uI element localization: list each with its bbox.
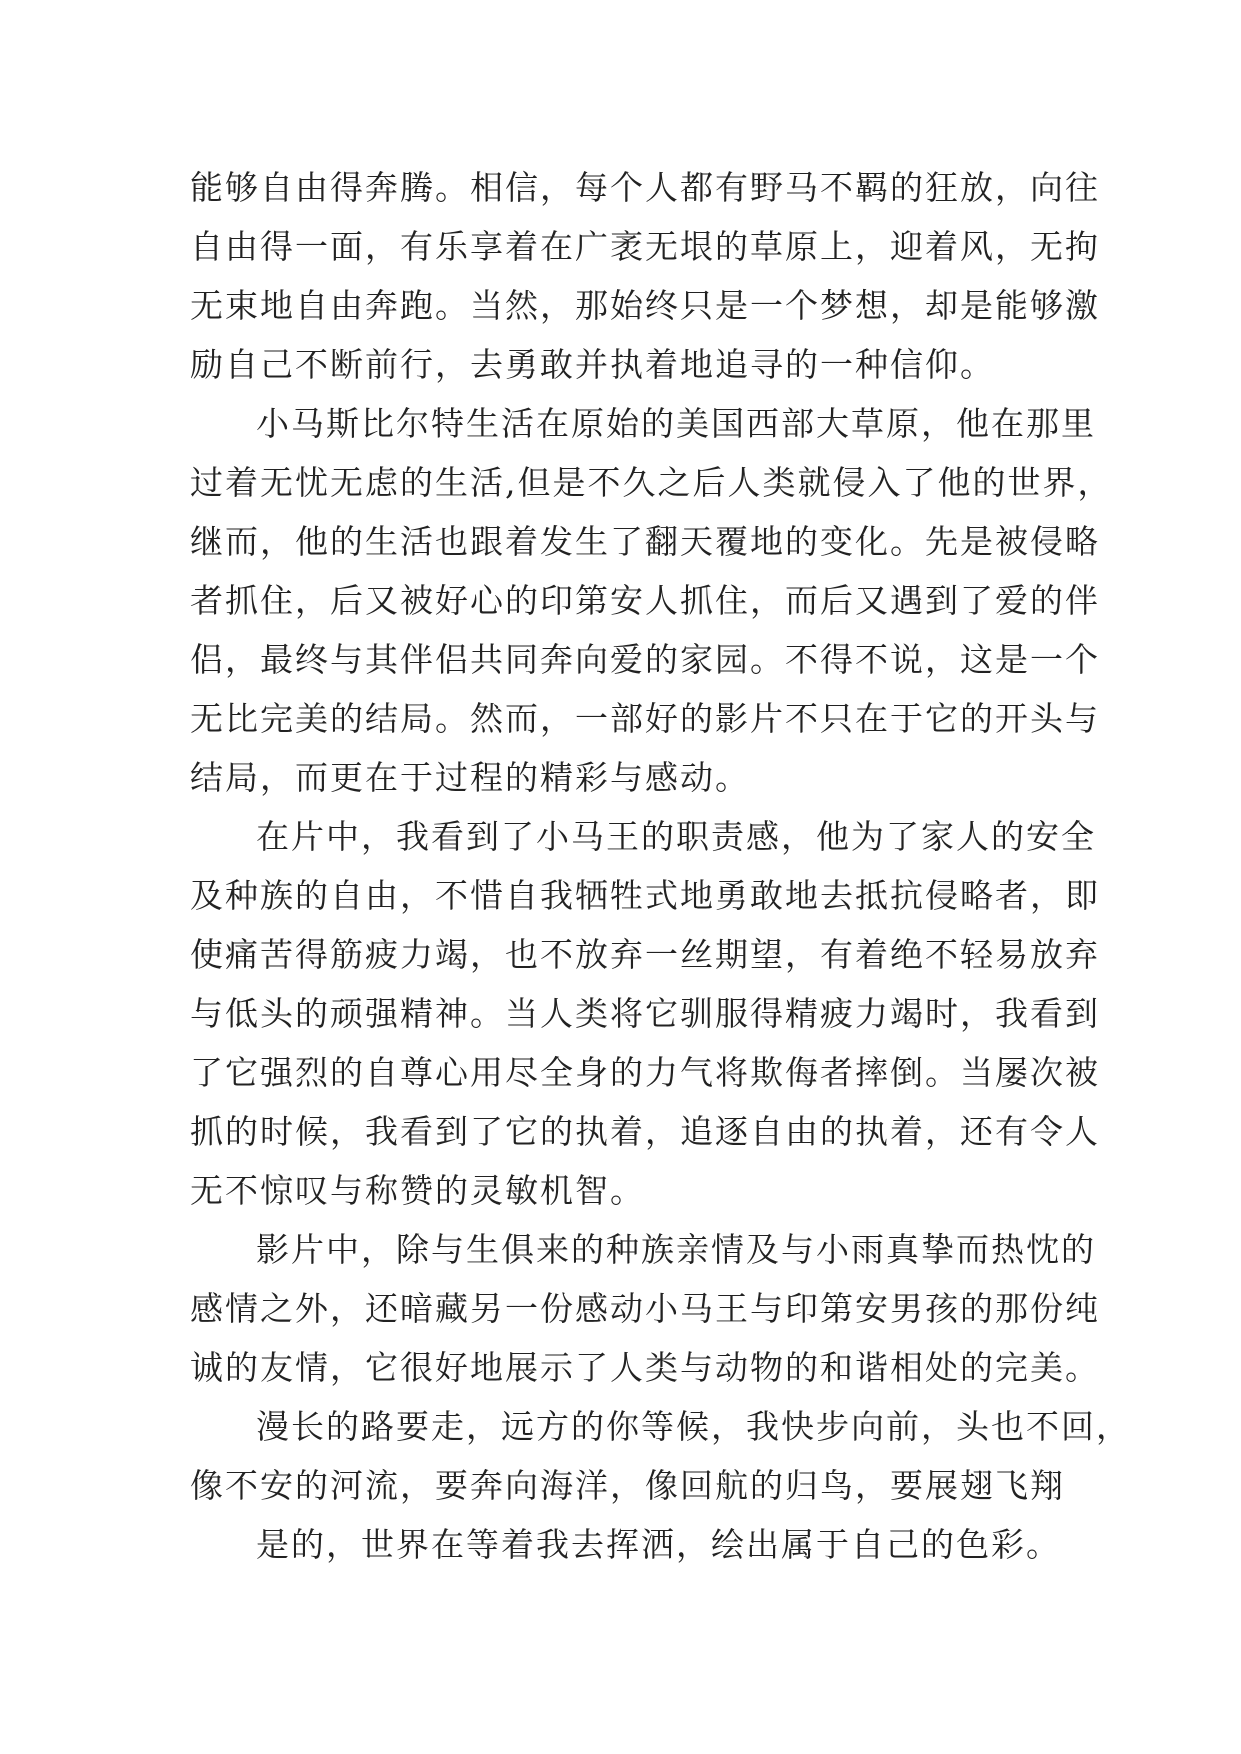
text-line: 能够自由得奔腾。相信，每个人都有野马不羁的狂放，向往: [190, 168, 1100, 207]
text-line: 影片中，除与生俱来的种族亲情及与小雨真挚而热忱的: [256, 1230, 1096, 1269]
text-line: 抓的时候，我看到了它的执着，追逐自由的执着，还有令人: [190, 1112, 1100, 1151]
text-line: 了它强烈的自尊心用尽全身的力气将欺侮者摔倒。当屡次被: [190, 1053, 1100, 1092]
text-line: 励自己不断前行，去勇敢并执着地追寻的一种信仰。: [190, 345, 995, 384]
document-body: [190, 158, 1131, 1574]
text-line: 漫长的路要走，远方的你等候，我快步向前，头也不回，: [256, 1407, 1131, 1446]
text-line: 像不安的河流，要奔向海洋，像回航的归鸟，要展翅飞翔: [190, 1466, 1065, 1505]
text-line: 无比完美的结局。然而，一部好的影片不只在于它的开头与: [190, 699, 1100, 738]
text-line: 自由得一面，有乐享着在广袤无垠的草原上，迎着风，无拘: [190, 227, 1100, 266]
text-line: 是的，世界在等着我去挥洒，绘出属于自己的色彩。: [256, 1525, 1061, 1564]
text-line: 结局，而更在于过程的精彩与感动。: [190, 758, 750, 797]
text-line: 无束地自由奔跑。当然，那始终只是一个梦想，却是能够激: [190, 286, 1100, 325]
text-line: 使痛苦得筋疲力竭，也不放弃一丝期望，有着绝不轻易放弃: [190, 935, 1100, 974]
text-line: 诚的友情，它很好地展示了人类与动物的和谐相处的完美。: [190, 1348, 1100, 1387]
text-line: 及种族的自由，不惜自我牺牲式地勇敢地去抵抗侵略者，即: [190, 876, 1100, 915]
text-line: 侣，最终与其伴侣共同奔向爱的家园。不得不说，这是一个: [190, 640, 1100, 679]
text-line: 感情之外，还暗藏另一份感动小马王与印第安男孩的那份纯: [190, 1289, 1100, 1328]
text-line: 在片中，我看到了小马王的职责感，他为了家人的安全: [256, 817, 1096, 856]
text-line: 过着无忧无虑的生活,但是不久之后人类就侵入了他的世界，: [190, 463, 1113, 502]
text-line: 与低头的顽强精神。当人类将它驯服得精疲力竭时，我看到: [190, 994, 1100, 1033]
text-line: 继而，他的生活也跟着发生了翻天覆地的变化。先是被侵略: [190, 522, 1100, 561]
text-line: 者抓住，后又被好心的印第安人抓住，而后又遇到了爱的伴: [190, 581, 1100, 620]
text-line: 无不惊叹与称赞的灵敏机智。: [190, 1171, 645, 1210]
text-line: 小马斯比尔特生活在原始的美国西部大草原，他在那里: [256, 404, 1096, 443]
